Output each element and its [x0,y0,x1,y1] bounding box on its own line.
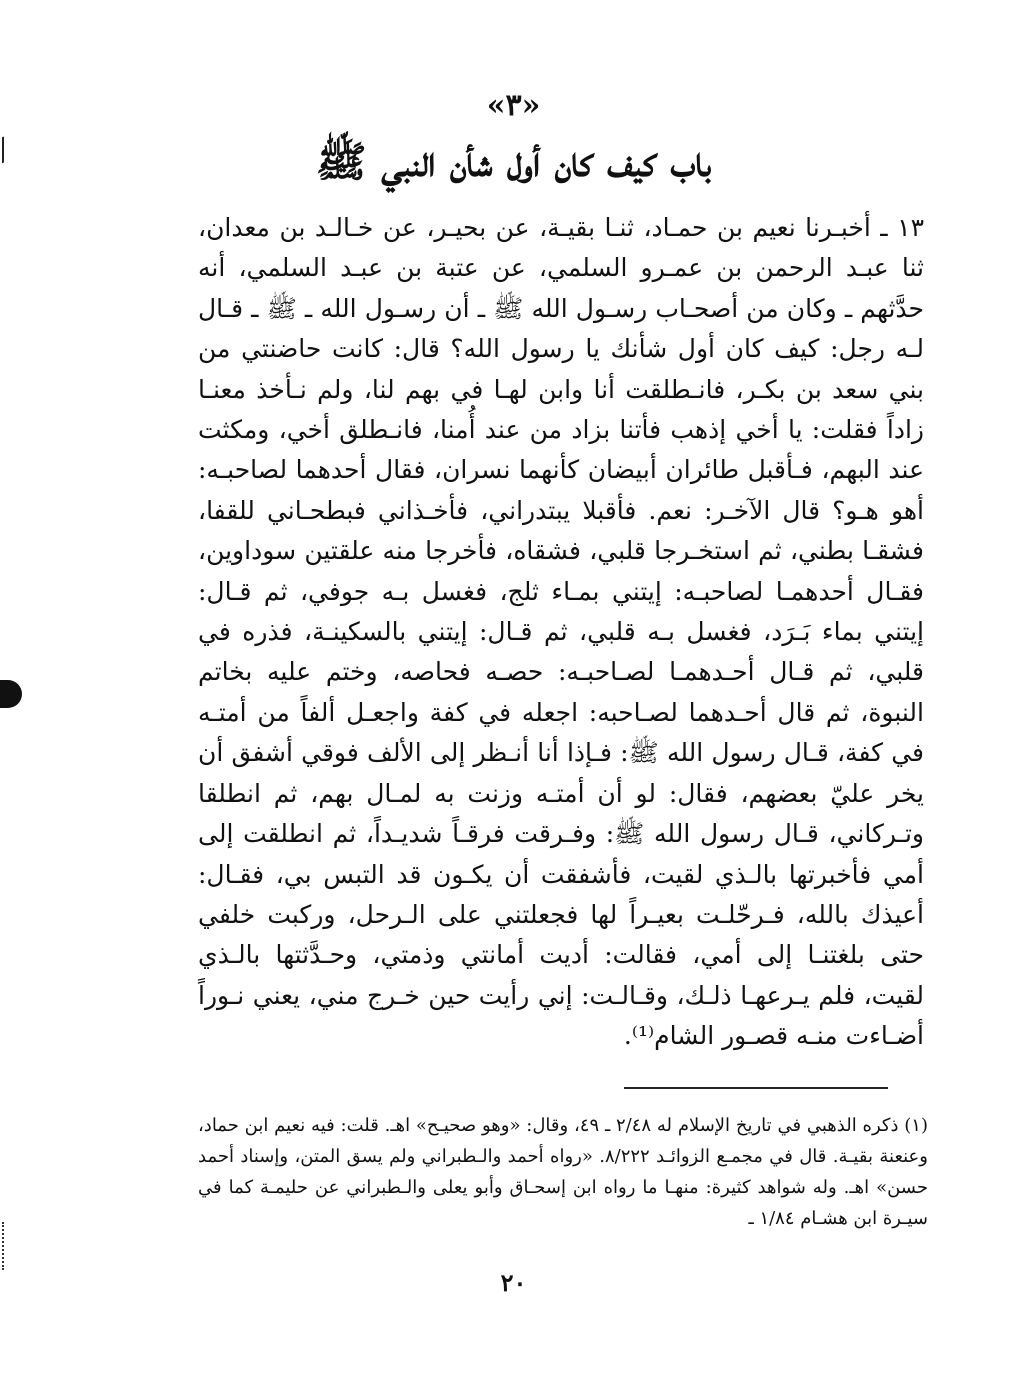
chapter-number: «٣» [486,88,541,123]
footnote: (١) ذكره الذهبي في تاريخ الإسلام له ٢/٤٨ ـ ٤٩، وقال: «وهو صحيـح» اهـ. قلت: فيه نعيم ابن حماد، وعنعنة بقيـة. قال في مجمـع الزوائـد ٨/٢٢٢. «رواه أحمد والـطبراني ولم يسق المتن، وإسناد أحمد حسن» اهـ. وله شواهد كثيرة: منهـا ما رواه ابن إسحـاق وأبو يعلى والـطبراني عن حليمـة كما في سيـرة ابن هشـام ١/٨٤ ـ [198,1115,928,1229]
chapter-title: باب كيف كان أول شأن النبي ﷺ [315,137,712,186]
footnote-divider [624,1087,888,1089]
scan-edge-dots-icon [2,1222,12,1270]
hadith-text: ١٣ ـ أخبـرنا نعيم بن حمـاد، ثنـا بقيـة، عن بحيـر، عن خـالـد بن معدان، ثنا عبـد الرحمن بن عمـرو السلمي، عن عتبة بن عبـد السلمي، أنه حدَّثهم ـ وكان من أصحـاب رسـول الله ﷺ ـ أن رسـول الله ـ ﷺ ـ قـال لـه رجل: كيف كان أول شأنك يا رسول الله؟ قال: كانت حاضنتي من بني سعد بن بكـر، فانـطلقت أنا وابن لهـا في بهم لنا، ولم نـأخذ معنـا زاداً فقلت: يا أخي إذهب فأتنا بزاد من عند أُمنا، فانـطلق أخي، ومكثت عند البهم، فـأقبل طائران أبيضان كأنهما نسران، فقال أحدهما لصاحبـه: أهو هـو؟ قال الآخـر: نعم. فأقبلا يبتدراني، فأخـذاني فبطحـاني للقفا، فشقـا بطني، ثم استخـرجا قلبي، فشقاه، فأخرجا منه علقتين سوداوين، فقـال أحدهمـا لصاحبـه: إيتني بمـاء ثلج، فغسل بـه جوفي، ثم قـال: إيتني بماء بَـرَد، فغسل بـه قلبي، ثم قـال: إيتني بالسكينـة، فذره في قلبي، ثم قـال أحـدهمـا لصـاحبـه: حصـه فحاصه، وختم عليه بخاتم النبوة، ثم قال أحـدهما لصـاحبه: اجعله في كفة واجعـل ألفاً من أمتـه في كفة، قـال رسول الله ﷺ: فـإذا أنا أنـظر إلى الألف فوقي أشفق أن يخر عليّ بعضهم، فقال: لو أن أمتـه وزنت به لمـال بهم، ثم انطلقا وتـركاني، قـال رسول الله ﷺ: وفـرقت فرقـاً شديـداً، ثم انطلقت إلى أمي فأخبرتها بالـذي لقيت، فأشفقت أن يكـون قد التبس بي، فقـال: أعيذك بالله، فـرحّلـت بعيـراً لها فجعلتني على الـرحل، وركبت خلفي حتى بلغتنـا إلى أمي، فقالت: أديت أمانتي وذمتي، وحـدَّثتها بالـذي لقيت، فلم يـرعهـا ذلـك، وقـالـت: إني رأيت حين خـرج مني، يعني نـوراً أضـاءت منـه قصـور الشام⁽¹⁾. [198,213,924,1051]
page-number: ٢٠ [500,1268,527,1297]
scan-edge-blot-icon [0,680,22,708]
